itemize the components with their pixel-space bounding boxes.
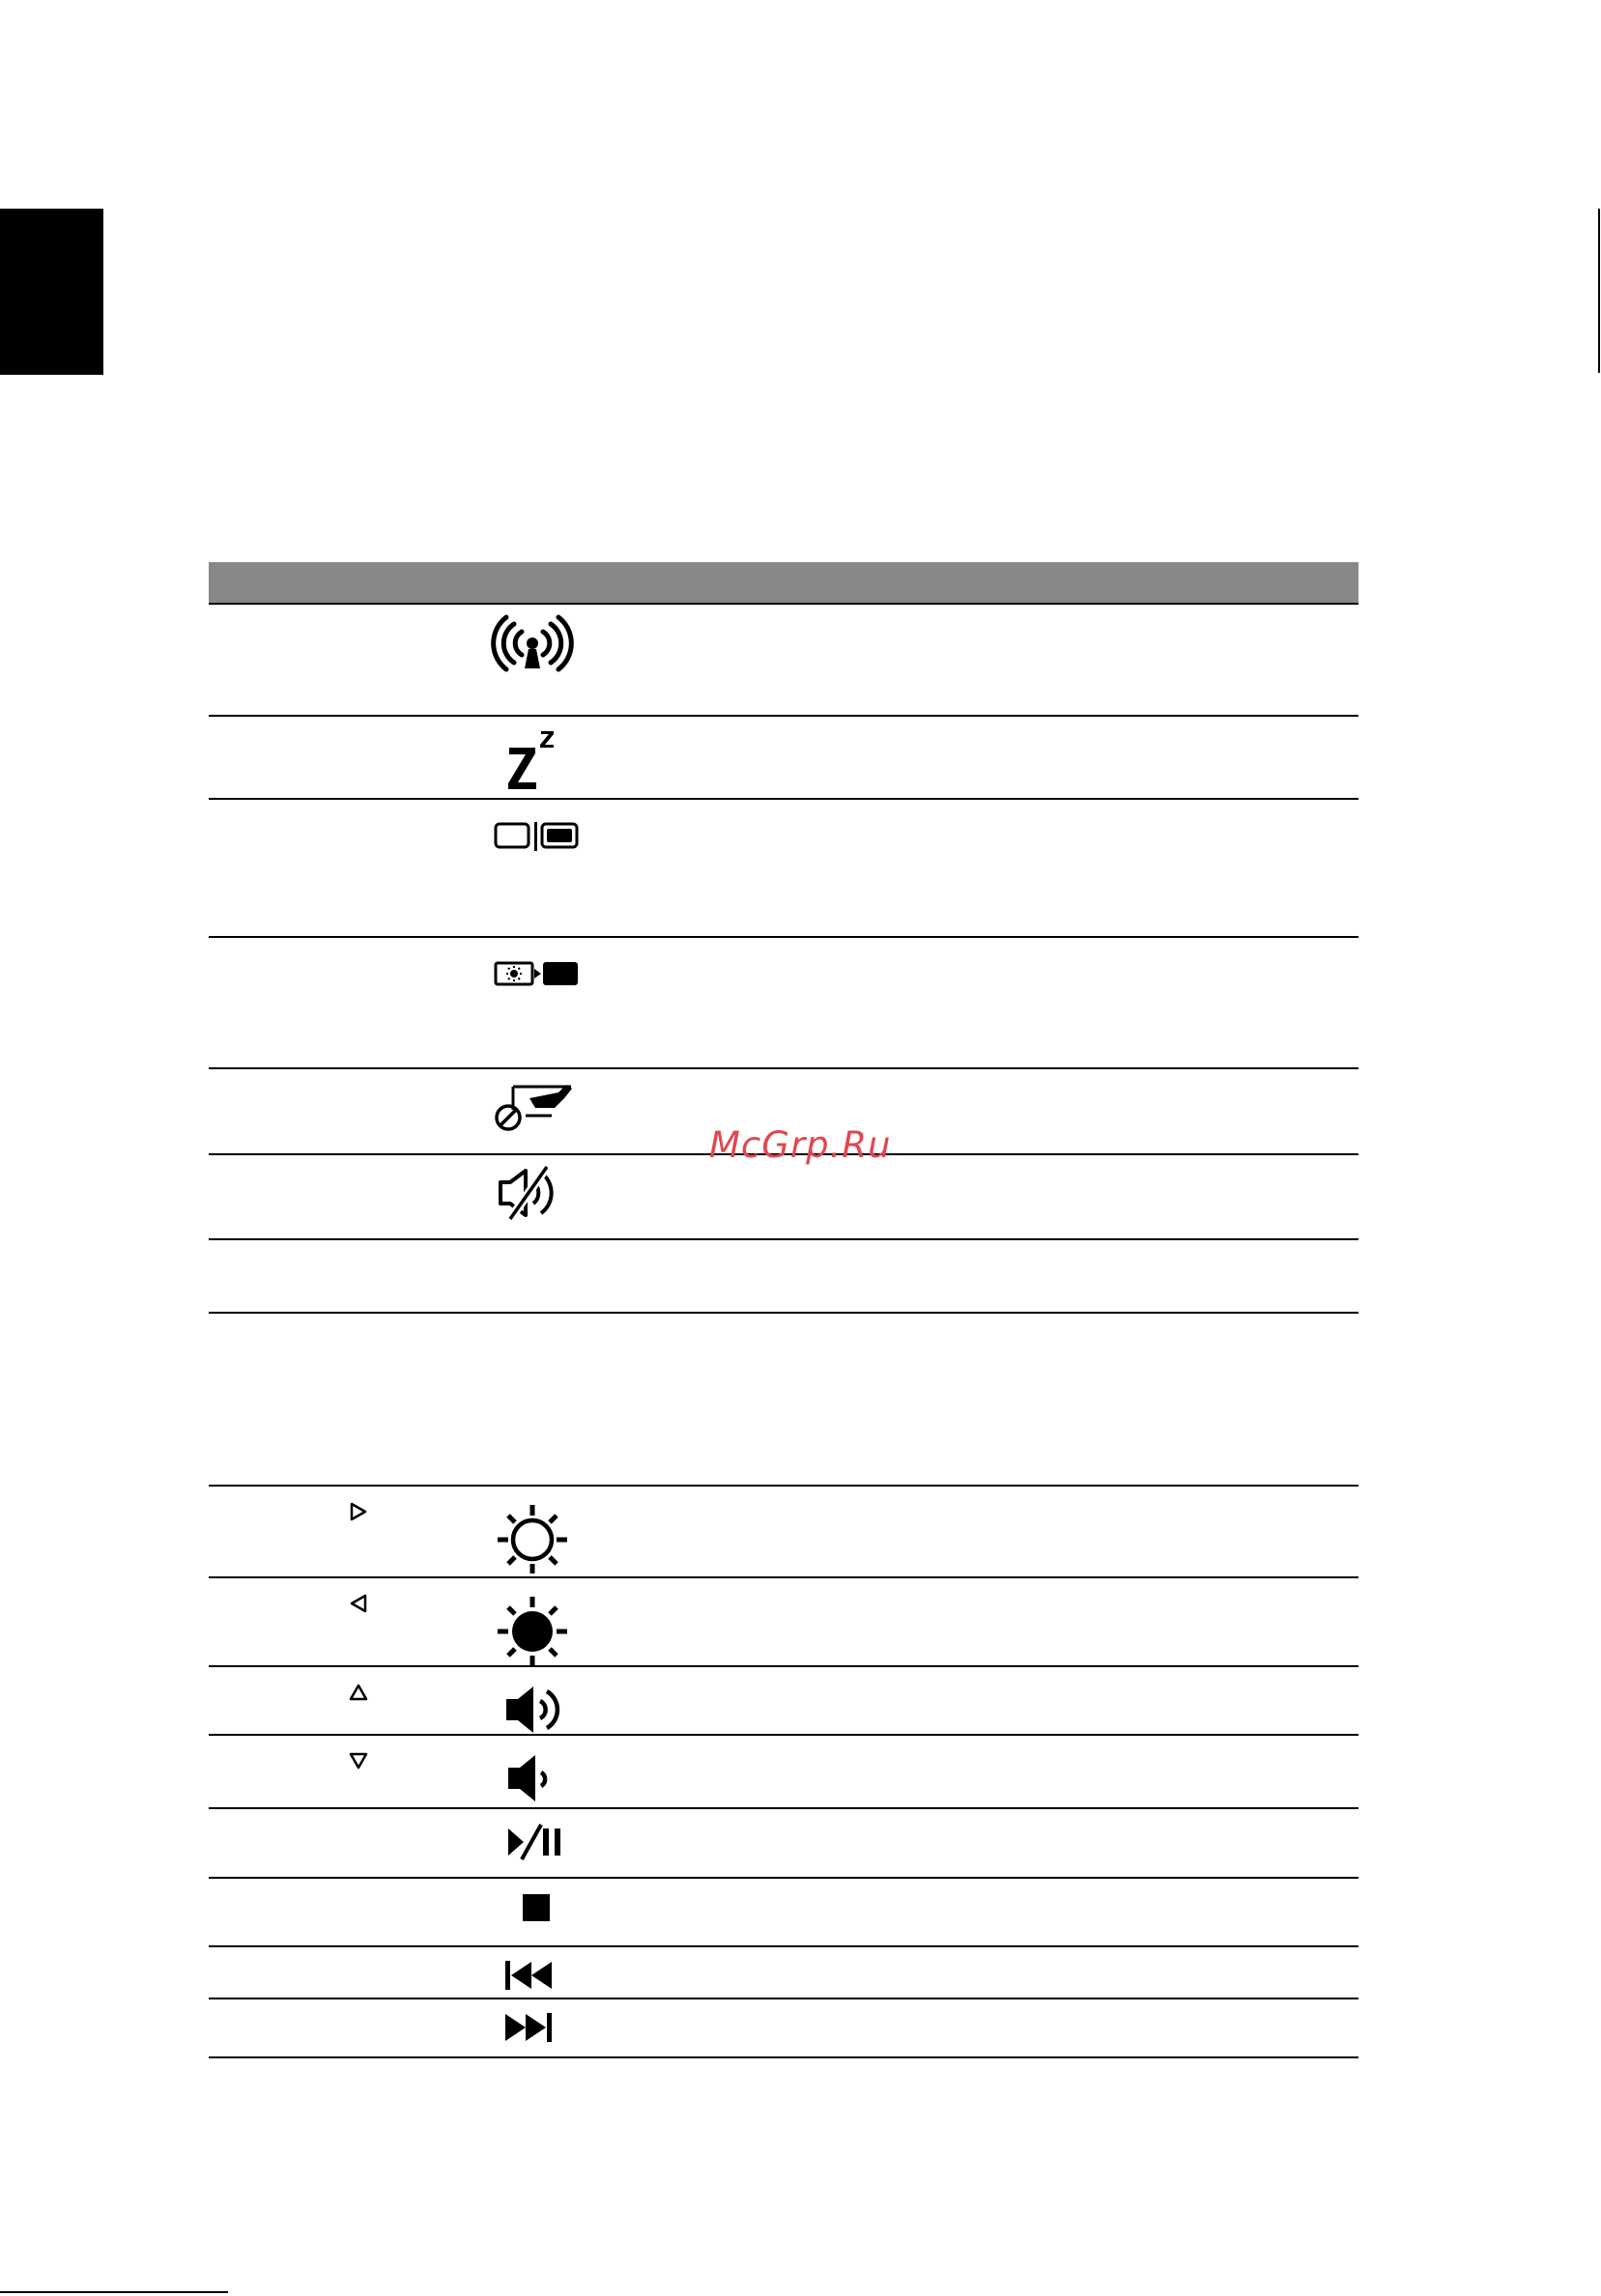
table-row xyxy=(209,1736,1358,1809)
brightness-down-icon xyxy=(479,1588,586,1665)
down-arrow-key-icon xyxy=(344,1749,373,1772)
screen-blank-icon xyxy=(479,948,586,1025)
table-row xyxy=(209,1155,1358,1240)
table-row xyxy=(209,1667,1358,1736)
next-track-icon xyxy=(479,2007,586,2084)
brightness-up-icon xyxy=(479,1496,586,1573)
table-row xyxy=(209,1879,1358,1947)
page-edge-rule xyxy=(1598,209,1600,373)
watermark-text: McGrp.Ru xyxy=(709,1124,892,1166)
table-row xyxy=(209,1240,1358,1314)
language-tab-marker xyxy=(0,209,103,375)
hotkey-table xyxy=(209,562,1358,2058)
table-row xyxy=(209,800,1358,938)
up-arrow-key-icon xyxy=(344,1681,373,1704)
table-row xyxy=(209,938,1358,1069)
table-row xyxy=(209,1314,1358,1487)
sleep-icon xyxy=(479,726,586,804)
table-row xyxy=(209,1487,1358,1578)
table-row xyxy=(209,1999,1358,2058)
table-header xyxy=(209,562,1358,605)
left-arrow-key-icon xyxy=(344,1592,373,1615)
display-toggle-icon xyxy=(479,809,586,887)
wireless-icon xyxy=(479,614,586,692)
table-row xyxy=(209,1809,1358,1879)
speaker-mute-icon xyxy=(479,1165,586,1242)
table-row xyxy=(209,717,1358,800)
touchpad-toggle-icon xyxy=(479,1079,586,1156)
table-row xyxy=(209,605,1358,717)
table-row xyxy=(209,1578,1358,1667)
footer-rule xyxy=(0,2291,228,2293)
table-row xyxy=(209,1947,1358,1999)
right-arrow-key-icon xyxy=(344,1500,373,1523)
